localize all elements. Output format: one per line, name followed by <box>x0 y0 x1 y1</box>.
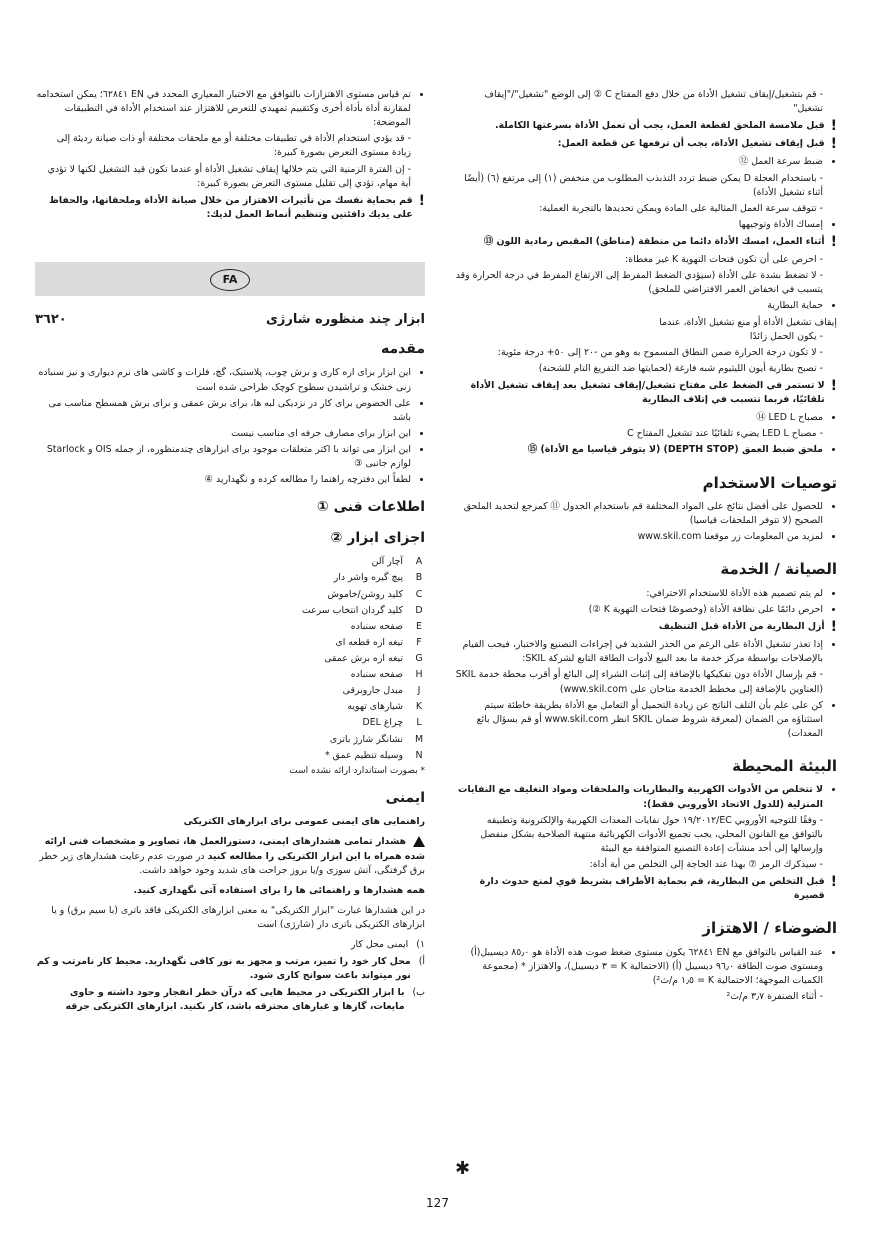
list-item: • كن على علم بأن التلف الناتج عن زيادة التحميل أو التعامل مع الأداة بطريقة خاطئة سيتم استثناؤه من الضمان (لمعرفة شروط ضمان SKIL انظر www.skil.com أو قم بسؤال بائع المعدات) <box>455 699 823 741</box>
usage-heading: توصيات الاستخدام <box>702 473 837 492</box>
part-item: D کلید گردان انتخاب سرعت <box>301 604 423 616</box>
part-item: L چراغ DEL <box>362 717 422 729</box>
vibration-list <box>35 88 425 130</box>
led-list <box>455 427 837 441</box>
list-item: • للحصول على أفضل نتائج على المواد المختلفة قم باستخدام الجدول ⑪ كمرجع لتحديد الملحق الصحيح (لا تتوفر الملحقات قياسيا) <box>455 500 823 528</box>
grip-list <box>455 253 837 297</box>
environment-sublist <box>455 814 837 872</box>
list-item: - إن الفترة الزمنية التي يتم خلالها إيقاف تشغيل الأداة أو عندما تكون قيد التشغيل لكنها لا تؤدي أية مهام، تؤدي إلى تقليل مستوى التعرض بصورة كبيرة: <box>35 163 411 191</box>
led-section <box>455 411 837 425</box>
page-number: 127 <box>426 1196 449 1210</box>
asterisk-icon: ✱ <box>455 1158 471 1179</box>
battery-intro: إيقاف تشغيل الأداة أو منع تشغيل الأداة، عندما <box>659 316 837 328</box>
noise-heading: الضوضاء / الاهتزاز <box>702 919 837 938</box>
list-item: - لا تضغط بشدة على الأداة (سيؤدي الضغط المفرط إلى الارتفاع المفرط في درجة الحرارة وقد يتسبب في انخفاض العمر الافتراضي للملحق) <box>455 269 823 297</box>
safety-warning: هشدار تمامی هشدارهای ایمنی، دستورالعمل ها، تصاویر و مشخصات فنی ارائه شده همراه با این ابزار الکتریکی را مطالعه کنید در صورت عدم رعایت هشدارهای زیر خطر برق گرفتگی، آتش سوزی و/یا بروز جراحت های شدید وجود خواهد داشت. <box>39 836 425 876</box>
parts-list <box>35 555 425 762</box>
safety-heading: ایمنی <box>385 790 425 807</box>
noise-sublist <box>455 990 837 1004</box>
list-item: - وفقًا للتوجيه الأوروبي EC/١٩/٢٠١٢ حول نفايات المعدات الكهربية والإلكترونية وتطبيقه بالتوافق مع القانون المحلي، يجب تجميع الأدوات الكهربائية منتهية الصلاحية بشكل منفصل وإرسالها إلى أحد منشآت إعادة التصنيع المتوافقة مع البيئة <box>455 814 823 856</box>
intro-heading: مقدمه <box>381 341 425 358</box>
work-area-item: ١) ایمنی محل کار <box>351 939 425 951</box>
vibration-sublist <box>35 132 425 190</box>
maintenance-list <box>455 587 837 617</box>
part-item: C کلید روشن/خاموش <box>327 588 423 600</box>
list-item: • لم يتم تصميم هذه الأداة للاستخدام الاحترافي: <box>455 587 823 601</box>
warning-note: ! قبل إيقاف تشغيل الأداة، يجب أن ترفعها عن قطعة العمل: <box>557 136 837 153</box>
model-number: ٣٦٢٠ <box>35 311 67 327</box>
parts-heading: اجزای ابزار ② <box>330 530 425 547</box>
exclamation-icon: ! <box>830 118 837 135</box>
warning-note: ! أثناء العمل، امسك الأداة دائما من منطقة (مناطق) المقبض رمادية اللون ⑬ <box>483 233 837 250</box>
list-item: • احرص دائمًا على نظافة الأداة (وخصوصًا فتحات التهوية K ②) <box>455 603 823 617</box>
environment-heading: البيئة المحيطة <box>732 756 837 775</box>
part-item: H صفحه سنباده <box>350 669 423 681</box>
part-item: J مبدل جاروبرقی <box>342 685 421 697</box>
intro-list <box>35 366 425 487</box>
list-item: - لا تكون درجة الحرارة ضمن النطاق المسموح به وهو من -٢٠ إلى ٥٠+ درجة مئوية: <box>455 346 823 360</box>
product-title-row <box>35 310 425 330</box>
exclamation-icon: ! <box>830 874 837 891</box>
environment-list <box>455 783 837 811</box>
part-item: M نشانگر شارژ باتری <box>329 733 424 745</box>
part-item: F تیغه اره قطعه ای <box>335 636 422 648</box>
list-item: - يكون الحمل زائدًا <box>455 330 823 344</box>
maintenance-heading: الصيانة / الخدمة <box>720 560 837 579</box>
list-item: - سيذكرك الرمز ⑦ بهذا عند الحاجة إلى التخلص من أية أداة: <box>455 858 823 872</box>
arabic-column <box>455 88 837 1006</box>
battery-list <box>455 330 837 376</box>
list-item: • مصباح LED L ⑭ <box>455 411 823 425</box>
list-item: - أثناء الصنفرة ٣٫٧ م/ث² <box>455 990 823 1004</box>
depth-section <box>455 443 837 457</box>
exclamation-icon: ! <box>830 619 837 636</box>
list-item: • عند القياس بالتوافق مع EN ٦٢٨٤١ يكون مستوى ضغط صوت هذه الأداة هو ٨٥٫٠ ديسيبل(أ) ومستوى صوت الطاقة ٩٦٫٠ ديسيبل (أ) (الاحتمالية K = ٣ ديسيبل)، والاهتزاز * (مجموعة الكميات الموجهة؛ الاحتمالية K = ١٫٥ م/ث²) <box>455 946 823 988</box>
list-item: - تصبح بطارية أيون الليثيوم شبه فارغة (لحمايتها ضد التفريغ التام للشحنة) <box>455 362 823 376</box>
parts-note: * بصورت استاندارد ارائه نشده است <box>289 765 425 776</box>
exclamation-icon: ! <box>830 136 837 153</box>
warning-triangle-icon <box>413 836 425 847</box>
part-item: A آچار آلن <box>371 556 423 568</box>
safety-subtitle: راهنمایی های ایمنی عمومی برای ابزارهای الکتریکی <box>183 816 425 828</box>
list-item: - تتوقف سرعة العمل المثالية على المادة ويمكن تحديدها بالتجربة العملية: <box>455 202 823 216</box>
language-band <box>35 262 425 296</box>
list-item: • حماية البطارية <box>455 299 823 313</box>
list-item: • علی الخصوص برای کار در نزدیکی لبه ها، برای برش عمقی و برای برش همسطح مناسب می باشد <box>35 397 411 425</box>
usage-list <box>455 500 837 544</box>
list-item: • این ابزار برای اره کاری و برش چوب، پلاستیک، گچ، فلزات و کاشی های نرم دیواری و نیز سنباده زنی خشک و تراشیدن سطوح کوچک طراحی شده است <box>35 366 411 394</box>
speed-list <box>455 172 837 216</box>
warning-note: ! قبل التخلص من البطارية، قم بحماية الأطراف بشريط قوي لمنع حدوث دارة قصيرة <box>455 875 837 903</box>
exclamation-icon: ! <box>830 233 837 250</box>
work-area-item: أ) محل کار خود را تمیز، مرتب و مجهز به نور کافی نگهدارید. محیط کار نامرتب و کم نور میتواند باعث سوانح کاری شود. <box>36 956 425 982</box>
tech-data-heading: اطلاعات فنی ① <box>316 499 425 516</box>
battery-section <box>455 299 837 313</box>
part-item: B پیچ گیره واشر دار <box>333 572 423 584</box>
persian-column <box>35 88 425 1018</box>
list-item: • إذا تعذر تشغيل الأداة على الرغم من الحذر الشديد في إجراءات التصنيع والاختبار، فيجب القيام بالإصلاحات بواسطة مركز خدمة ما بعد البيع لأدوات الطاقة التابع لشركة SKIL: <box>455 638 823 666</box>
list-item: - قد يؤدي استخدام الأداة في تطبيقات مختلفة أو مع ملحقات مختلفة أو ذات صيانة رديئة إلى زيادة مستوى التعرض بصورة كبيرة: <box>35 132 411 160</box>
part-item: N وسیله تنظیم عمق * <box>325 749 423 761</box>
switch-list <box>455 88 837 116</box>
list-item: • این ابزار می تواند با اکثر متعلقات موجود برای ابزارهای چندمنظوره، از جمله OIS و Starlock لوازم جانبی ③ <box>35 443 411 471</box>
list-item: - مصباح LED L يضيء تلقائيًا عند تشغيل المفتاح C <box>455 427 823 441</box>
grip-section <box>455 218 837 232</box>
list-item: - احرص على أن تكون فتحات التهوية K غير مغطاة: <box>455 253 823 267</box>
list-item: - قم بإرسال الأداة دون تفكيكها بالإضافة إلى إثبات الشراء إلى البائع أو أقرب محطة خدمة SKIL (العناوين بالإضافة إلى مخطط الخدمة متاحان على www.skil.com) <box>455 668 823 696</box>
warning-note: ! أزل البطارية من الأداة قبل التنظيف <box>658 619 837 636</box>
list-item: • لطفاً این دفترچه راهنما را مطالعه کرده و نگهدارید ④ <box>35 473 411 487</box>
exclamation-icon: ! <box>830 377 837 394</box>
product-title: ابزار چند منظوره شارژی <box>265 311 425 327</box>
list-item: • تم قياس مستوى الاهتزازات بالتوافق مع الاختبار المعياري المحدد في EN ٦٢٨٤١؛ يمكن استخدامه لمقارنة أداة بأداة أخرى وكتقييم تمهيدي للتعرض للاهتزاز عند استخدام الأداة في التطبيقات الموضحة: <box>35 88 411 130</box>
list-item: - باستخدام العجلة D يمكن ضبط تردد التذبذب المطلوب من منخفض (١) إلى مرتفع (٦) (أيضًا أثناء تشغيل الأداة) <box>455 172 823 200</box>
maintenance-sublist <box>455 668 837 696</box>
list-item: • این ابزار برای مصارف حرفه ای مناسب نیست <box>35 427 411 441</box>
warning-note: ! لا تستمر في الضغط على مفتاح تشغيل/إيقاف تشغيل بعد إيقاف تشغيل الأداة تلقائيًا، فربما تتسبب في إتلاف البطارية <box>455 379 837 407</box>
list-item: • إمساك الأداة وتوجيهها <box>455 218 823 232</box>
noise-list <box>455 946 837 988</box>
maintenance-list-2 <box>455 638 837 666</box>
list-item: • لا تتخلص من الأدوات الكهربية والبطاريات والملحقات ومواد التغليف مع النفايات المنزلية (للدول الاتحاد الأوروبي فقط): <box>455 783 823 811</box>
keep-instructions: همه هشدارها و راهنمائی ها را برای استفاده آتی نگهداری کنید. <box>133 884 425 896</box>
part-item: E صفحه سنباده <box>350 620 422 632</box>
list-item: • ملحق ضبط العمق (DEPTH STOP) (لا يتوفر قياسيا مع الأداة) ⑮ <box>455 443 823 457</box>
list-item: - قم بتشغيل/إيقاف تشغيل الأداة من خلال دفع المفتاح C ② إلى الوضع "تشغيل"/"إيقاف تشغيل" <box>455 88 823 116</box>
definition-text: در این هشدارها عبارت "ابزار الکتریکی" به معنی ابزارهای الکتریکی فاقد باتری (با سیم برق) و یا ابزارهای الکتریکی باتری دار (شارژی) است <box>51 904 425 930</box>
language-badge: FA <box>210 269 250 291</box>
list-item: • لمزيد من المعلومات زر موقعنا www.skil.com <box>455 530 823 544</box>
speed-section <box>455 155 837 169</box>
warning-note: ! قم بحماية نفسك من تأثيرات الاهتزاز من خلال صيانة الأداة وملحقاتها، والحفاظ على يديك دافئتين وتنظيم أنماط العمل لديك: <box>35 194 425 222</box>
work-area-item: ب) با ابزار الکتریکی در محیط هایی که درآن خطر انفجار وجود داشته و حاوی مایعات، گازها و غبارهای محترقه باشد، کار نکنید. ابزارهای الکتریکی جرقه <box>65 987 425 1013</box>
part-item: G تیغه اره برش عمقی <box>324 653 423 665</box>
maintenance-list-3 <box>455 699 837 741</box>
list-item: • ضبط سرعة العمل ⑫ <box>455 155 823 169</box>
exclamation-icon: ! <box>418 192 425 209</box>
warning-note: ! قبل ملامسة الملحق لقطعة العمل، يجب أن تعمل الأداة بسرعتها الكاملة. <box>494 118 837 135</box>
part-item: K شیارهای تهویه <box>347 701 423 713</box>
